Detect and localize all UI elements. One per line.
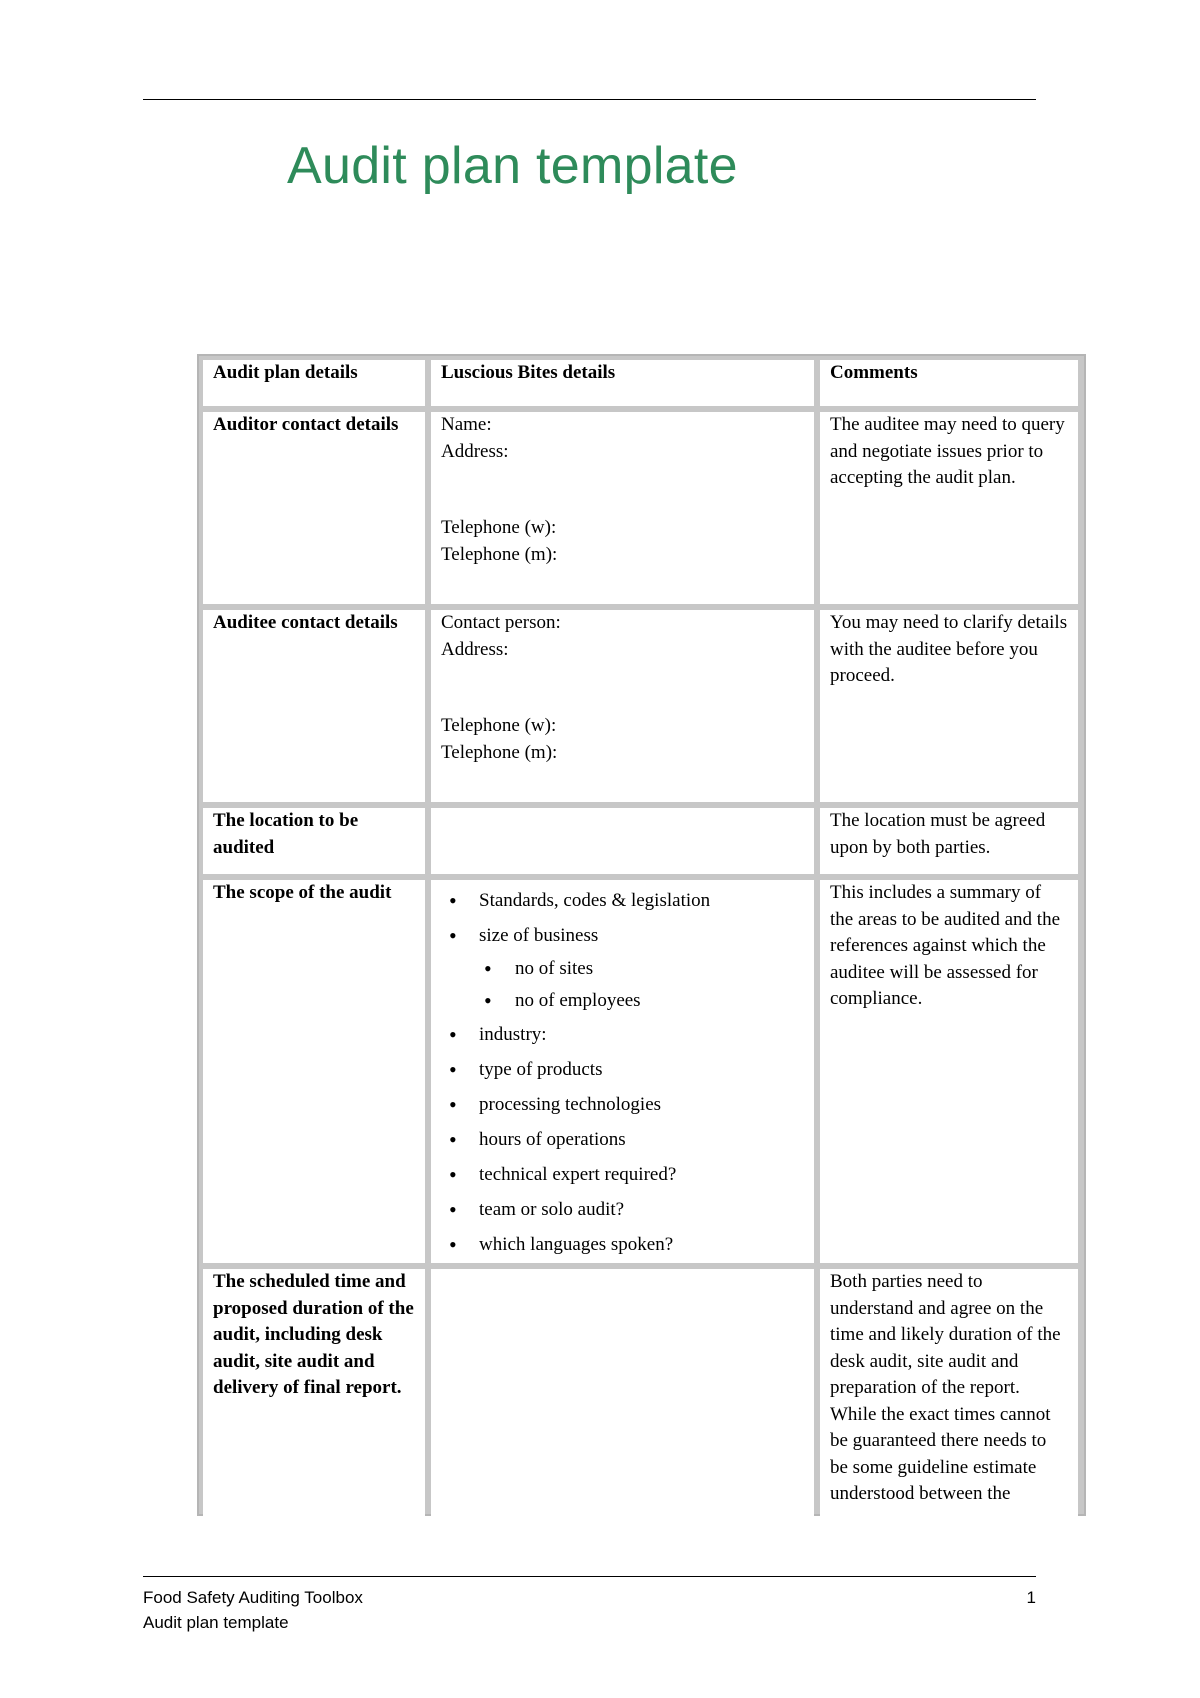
auditor-comment: The auditee may need to query and negotiate issues prior to accepting the audit plan. [820, 412, 1078, 604]
list-item: • size of business [441, 918, 804, 953]
list-item: • which languages spoken? [441, 1227, 804, 1262]
footer-rule [143, 1576, 1036, 1577]
auditor-phone-m-field: Telephone (m): [441, 543, 558, 565]
auditee-address-field: Address: [441, 638, 509, 660]
row-label-auditor: Auditor contact details [203, 412, 425, 604]
list-item: • no of employees [441, 985, 804, 1017]
location-comment: The location must be agreed upon by both parties. [820, 808, 1078, 874]
scope-list-cell [431, 880, 814, 1263]
auditee-phone-w-field: Telephone (w): [441, 715, 557, 736]
audit-plan-table [197, 354, 1086, 1516]
list-item: • Standards, codes & legislation [441, 883, 804, 918]
table-row-scope [203, 880, 1078, 1263]
auditee-fields [431, 610, 814, 802]
row-label-schedule: The scheduled time and proposed duration of the audit, including desk audit, site audit and delivery of final report. [203, 1269, 425, 1517]
footer-toolbox-name: Food Safety Auditing Toolbox [143, 1588, 363, 1607]
header-cell-luscious: Luscious Bites details [431, 360, 814, 406]
auditee-comment: You may need to clarify details with the auditee before you proceed. [820, 610, 1078, 802]
auditor-fields [431, 412, 814, 604]
table-row-location [203, 808, 1078, 874]
schedule-value-cell [431, 1269, 814, 1517]
scope-list [441, 883, 804, 1262]
auditor-address-field: Address: [441, 440, 509, 462]
table-row-auditor [203, 412, 1078, 604]
location-value-cell [431, 808, 814, 874]
list-item: • processing technologies [441, 1087, 804, 1122]
row-label-auditee: Auditee contact details [203, 610, 425, 802]
table-row-auditee [203, 610, 1078, 802]
header-cell-comments: Comments [820, 360, 1078, 406]
list-item: • industry: [441, 1017, 804, 1052]
scope-comment: This includes a summary of the areas to be audited and the references against which the auditee will be assessed for compliance. [820, 880, 1078, 1263]
list-item: • hours of operations [441, 1122, 804, 1157]
schedule-comment [820, 1269, 1078, 1517]
auditor-phone-w-field: Telephone (w): [441, 517, 557, 538]
page-title: Audit plan template [287, 137, 738, 195]
header-cell-details: Audit plan details [203, 360, 425, 406]
table-row-schedule [203, 1269, 1078, 1517]
header-rule [143, 99, 1036, 100]
footer-document-name: Audit plan template [143, 1613, 289, 1632]
table-header-row [203, 360, 1078, 406]
schedule-comment-text: Both parties need to understand and agree on the time and likely duration of the desk audit, site audit and preparation of the report. While the exact times cannot be guaranteed there needs to be some guideline estimate understood between the [830, 1271, 1061, 1504]
list-item: • team or solo audit? [441, 1192, 804, 1227]
row-label-scope: The scope of the audit [203, 880, 425, 1263]
page-number: 1 [1026, 1588, 1036, 1607]
auditee-phone-m-field: Telephone (m): [441, 741, 558, 763]
auditee-contact-field: Contact person: [441, 612, 561, 633]
page-footer [143, 1585, 1036, 1635]
list-item: • type of products [441, 1052, 804, 1087]
row-label-location: The location to be audited [203, 808, 425, 874]
list-item: • no of sites [441, 953, 804, 985]
auditor-name-field: Name: [441, 414, 492, 435]
list-item: • technical expert required? [441, 1157, 804, 1192]
